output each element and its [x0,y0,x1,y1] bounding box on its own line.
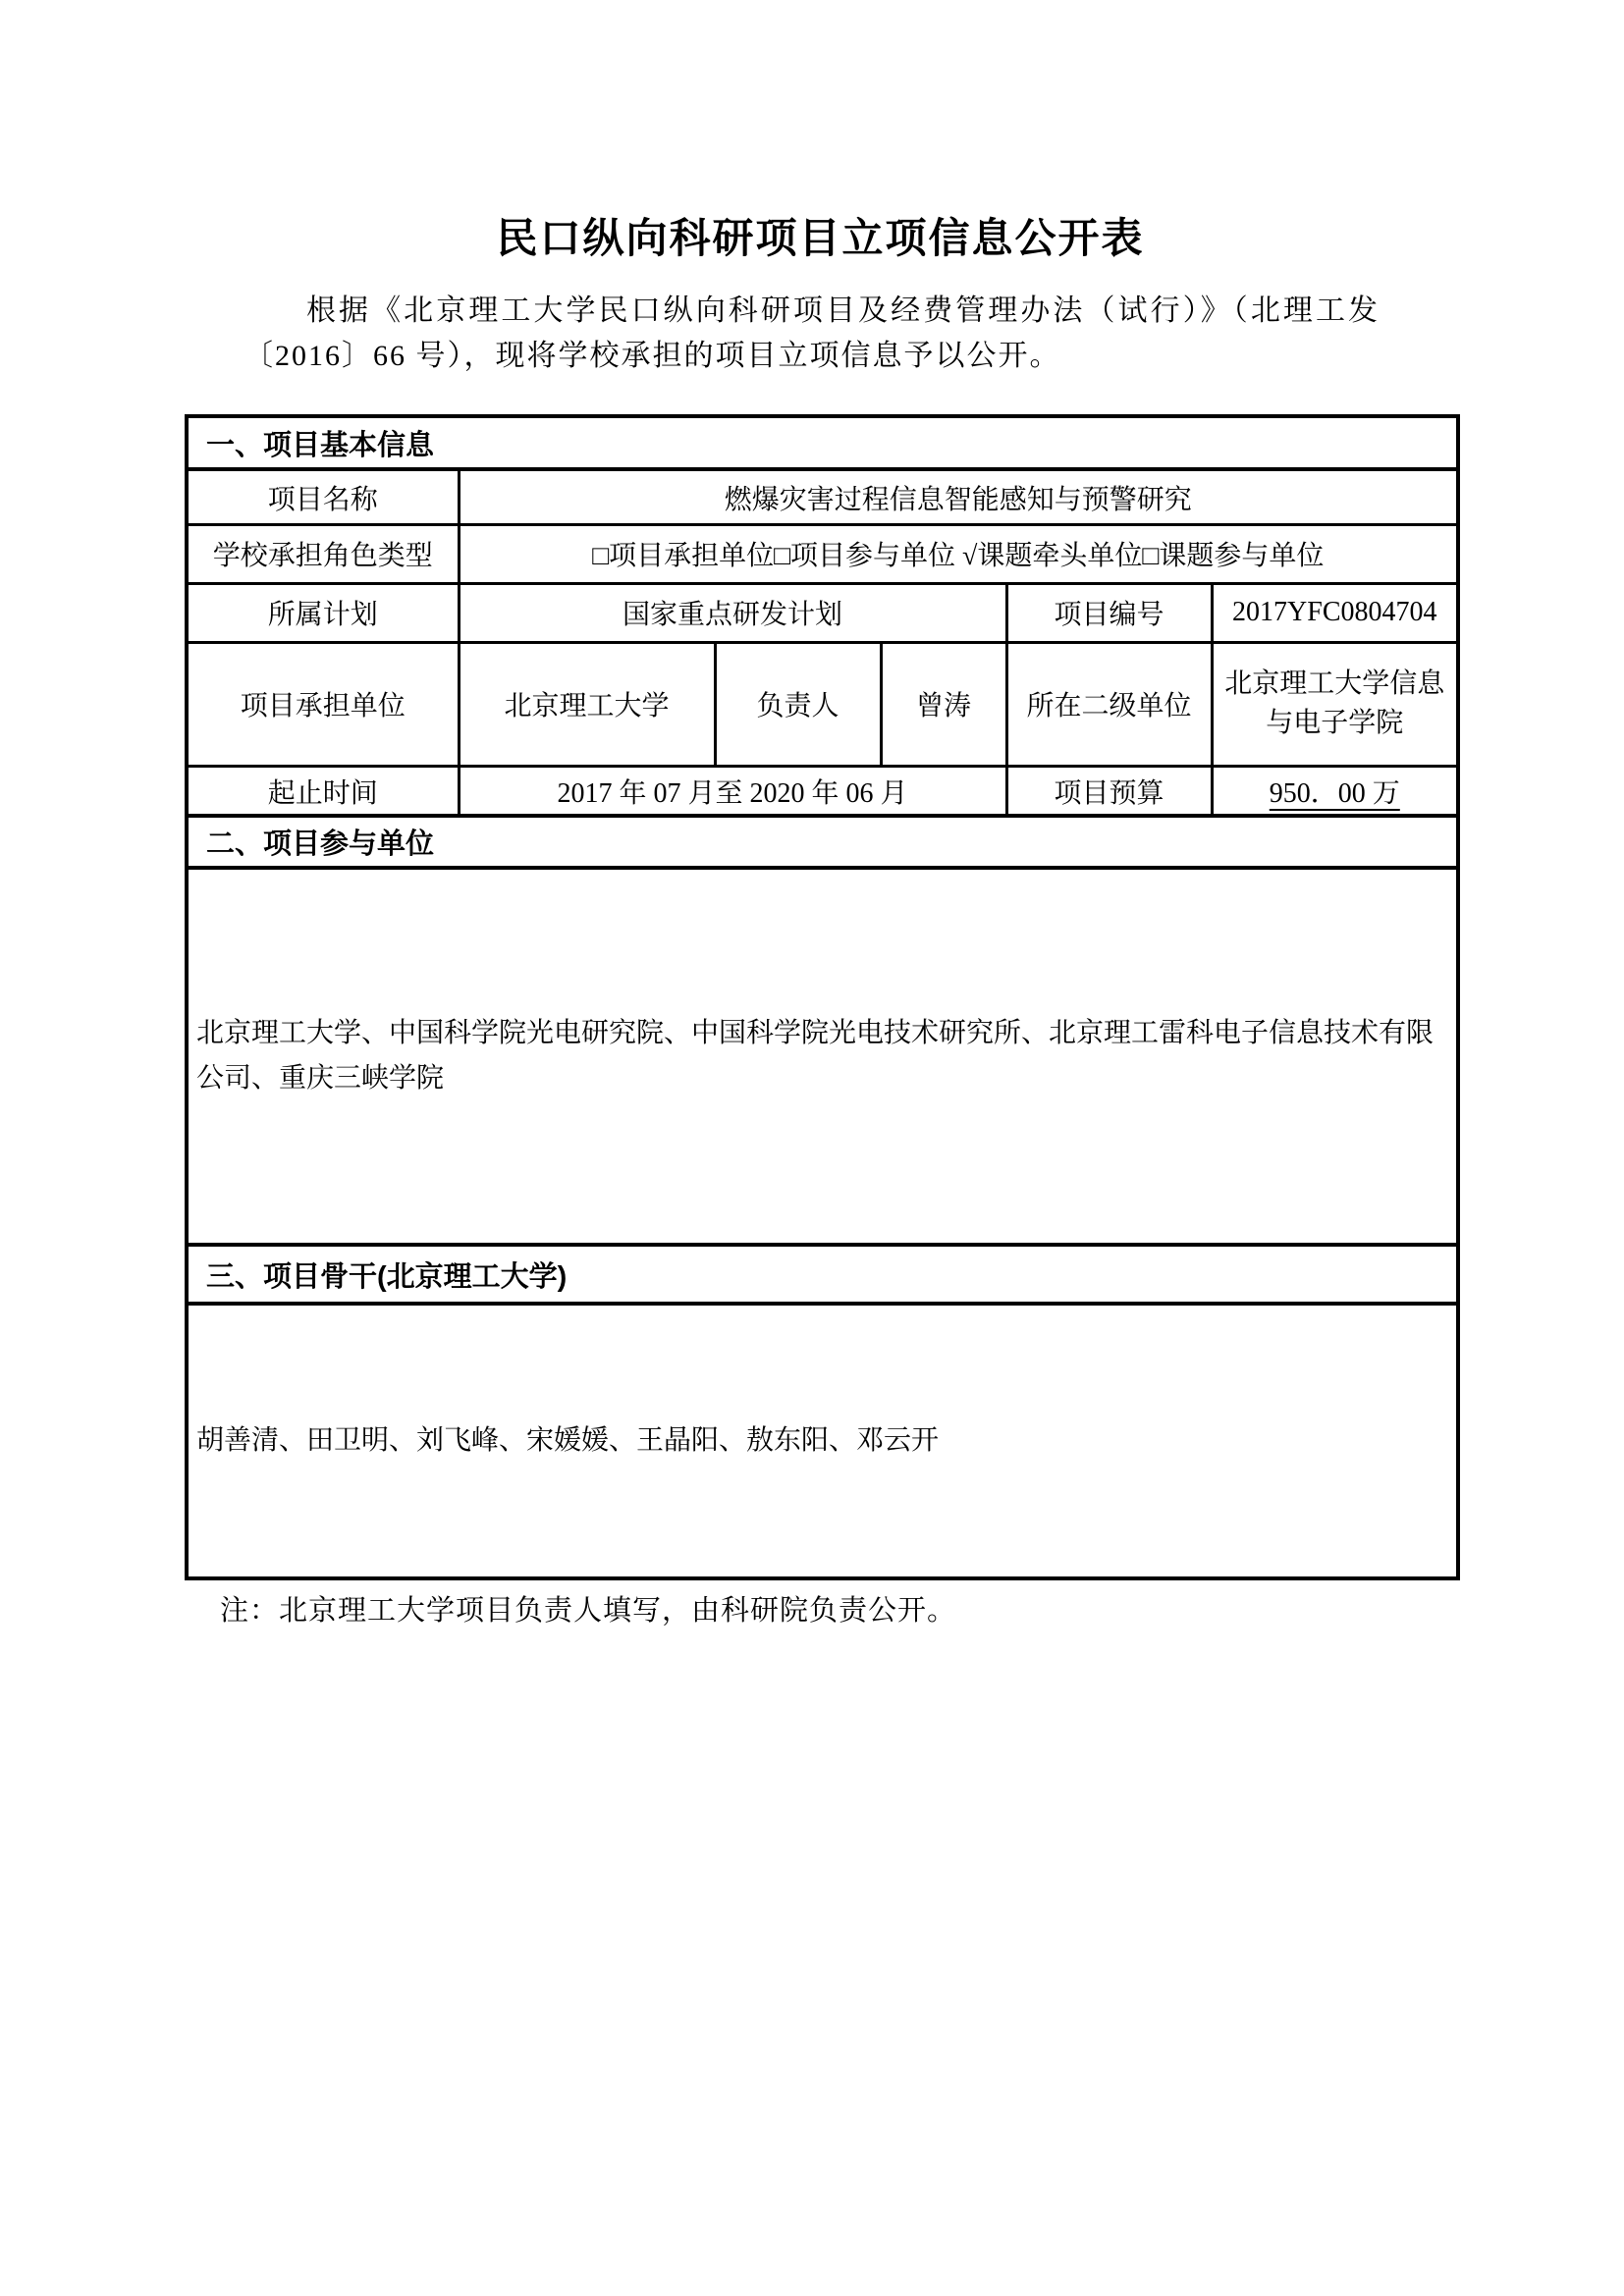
budget-value-cell [1212,766,1458,816]
project-name-row [187,469,1458,524]
undertaker-label: 项目承担单位 [187,642,459,766]
undertaker-value: 北京理工大学 [459,642,715,766]
duration-row [187,766,1458,816]
section1-header-row [187,416,1458,469]
role-type-value: □项目承担单位□项目参与单位 √课题牵头单位□课题参与单位 [459,524,1458,583]
section3-title: 三、项目骨干(北京理工大学) [187,1245,1458,1304]
plan-row [187,583,1458,642]
project-info-table [185,414,1460,1580]
footnote: 注：北京理工大学项目负责人填写，由科研院负责公开。 [220,1595,957,1628]
intro-paragraph: 根据《北京理工大学民口纵向科研项目及经费管理办法（试行）》（北理工发〔2016〕66 号），现将学校承担的项目立项信息予以公开。 [244,294,1380,373]
role-type-row [187,524,1458,583]
project-name-value: 燃爆灾害过程信息智能感知与预警研究 [459,469,1458,524]
secondary-unit-value: 北京理工大学信息与电子学院 [1212,642,1458,766]
role-type-label: 学校承担角色类型 [187,524,459,583]
undertaker-row [187,642,1458,766]
duration-label: 起止时间 [187,766,459,816]
section1-title: 一、项目基本信息 [187,416,1458,469]
section3-header-row [187,1245,1458,1304]
section3-content: 胡善清、田卫明、刘飞峰、宋媛媛、王晶阳、敖东阳、邓云开 [187,1304,1458,1578]
budget-label: 项目预算 [1006,766,1212,816]
secondary-unit-label: 所在二级单位 [1006,642,1212,766]
plan-value: 国家重点研发计划 [459,583,1006,642]
project-name-label: 项目名称 [187,469,459,524]
plan-label: 所属计划 [187,583,459,642]
project-no-label: 项目编号 [1006,583,1212,642]
section3-content-row [187,1304,1458,1578]
budget-value: 950．00 万 [1269,777,1400,809]
section2-content-row [187,868,1458,1245]
section2-title: 二、项目参与单位 [187,816,1458,868]
leader-value: 曾涛 [881,642,1006,766]
page-title: 民口纵向科研项目立项信息公开表 [496,217,1145,262]
section2-content: 北京理工大学、中国科学院光电研究院、中国科学院光电技术研究所、北京理工雷科电子信息技术有限公司、重庆三峡学院 [187,868,1458,1245]
leader-label: 负责人 [715,642,881,766]
duration-value: 2017 年 07 月至 2020 年 06 月 [459,766,1006,816]
section2-header-row [187,816,1458,868]
project-no-value: 2017YFC0804704 [1212,583,1458,642]
